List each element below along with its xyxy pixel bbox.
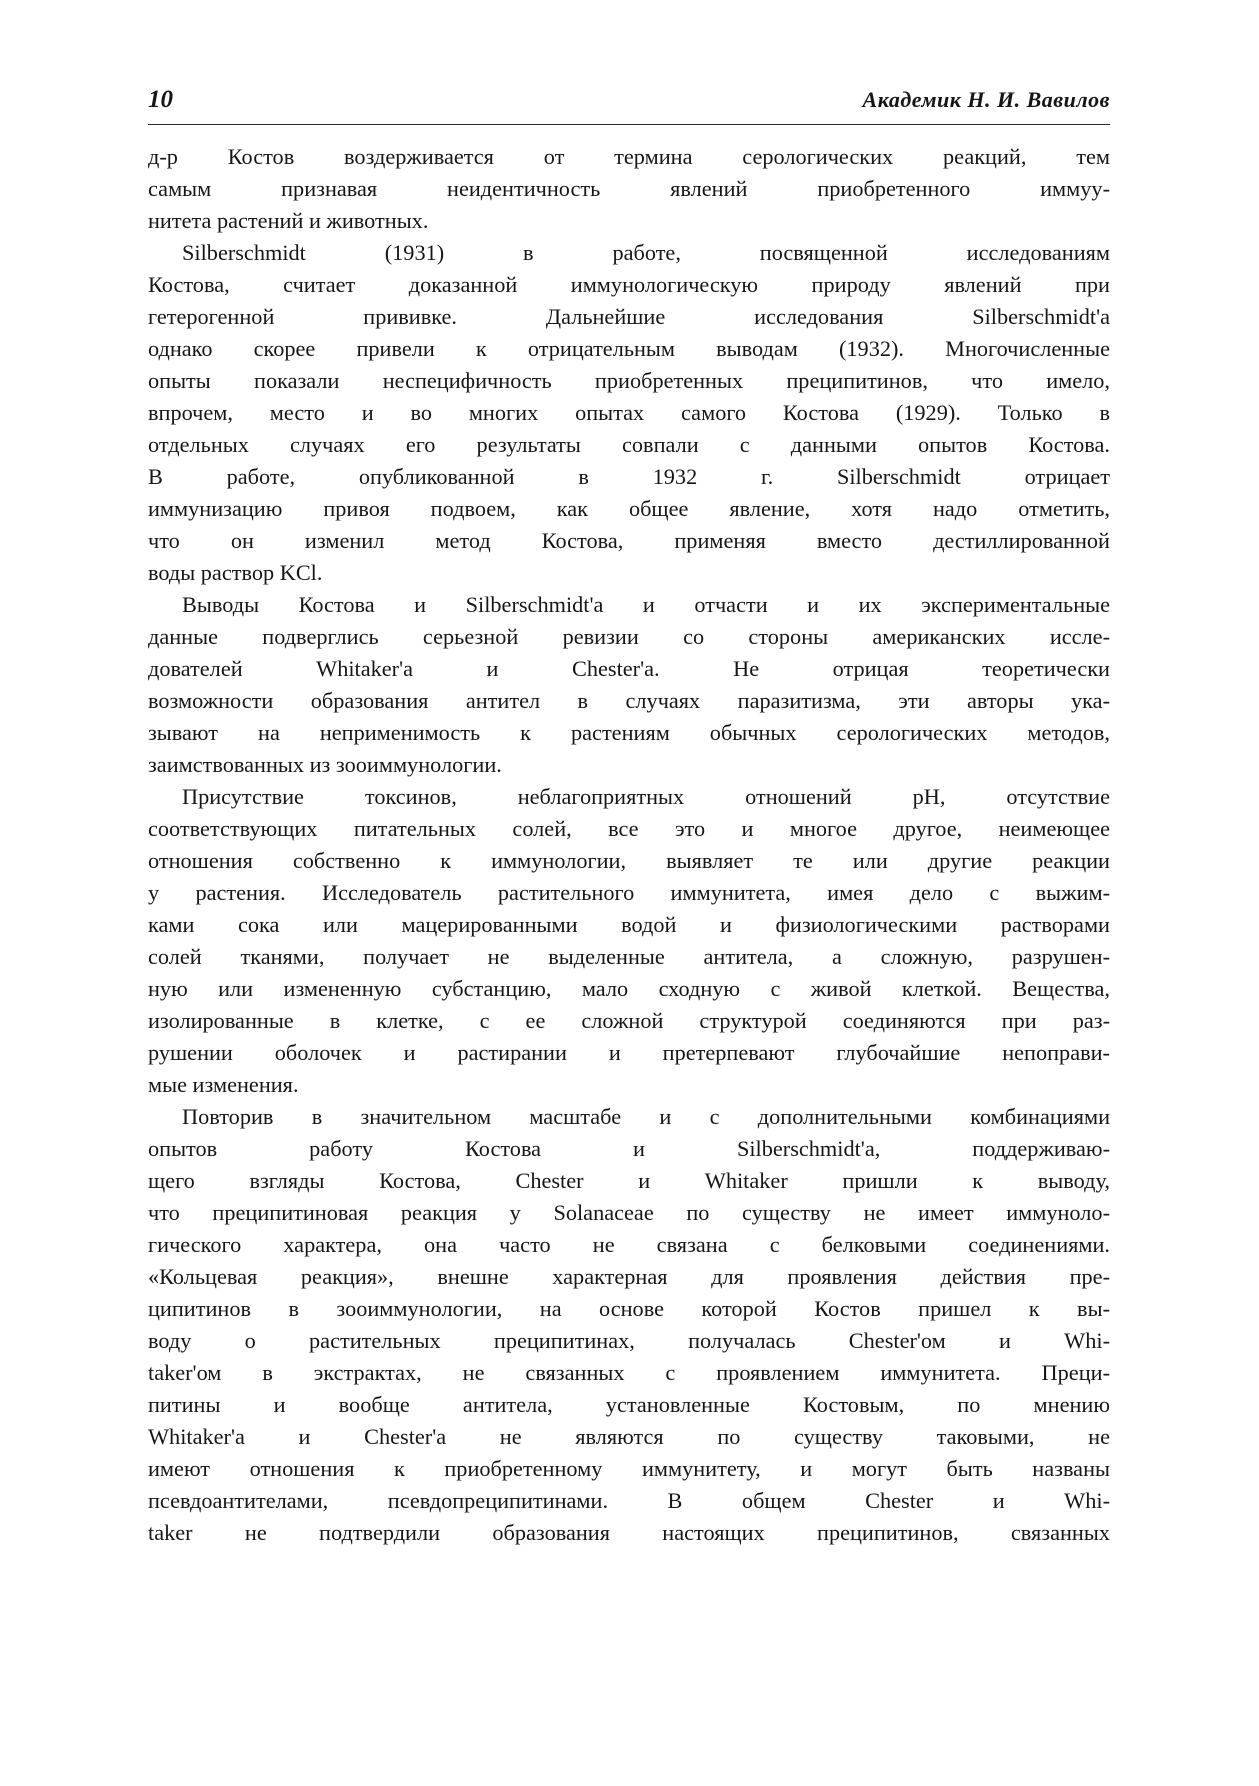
text-line: В работе, опубликованной в 1932 г. Silberschmidt отрицает (148, 464, 1110, 489)
text-line: Повторив в значительном масштабе и с дополнительными комбинациями (182, 1104, 1110, 1129)
text-line: рушении оболочек и растирании и претерпевают глубочайшие непоправи- (148, 1040, 1110, 1065)
text-line: питины и вообще антитела, установленные Костовым, по мнению (148, 1392, 1110, 1417)
text-line: Whitaker'a и Chester'a не являются по существу таковыми, не (148, 1424, 1110, 1449)
text-line: мые изменения. (148, 1072, 299, 1097)
text-line: опыты показали неспецифичность приобретенных преципитинов, что имело, (148, 368, 1110, 393)
text-line: заимствованных из зооиммунологии. (148, 752, 502, 777)
text-line: самым признавая неидентичность явлений приобретенного иммуу- (148, 176, 1110, 201)
text-line: ную или измененную субстанцию, мало сходную с живой клеткой. Вещества, (148, 976, 1110, 1001)
paragraph (148, 237, 1110, 589)
text-line: солей тканями, получает не выделенные антитела, а сложную, разрушен- (148, 944, 1110, 969)
text-line: однако скорее привели к отрицательным выводам (1932). Многочисленные (148, 336, 1110, 361)
text-line: данные подверглись серьезной ревизии со стороны американских иссле- (148, 624, 1110, 649)
text-line: впрочем, место и во многих опытах самого Костова (1929). Только в (148, 400, 1110, 425)
text-line: taker не подтвердили образования настоящих преципитинов, связанных (148, 1520, 1110, 1545)
page-header (148, 82, 1110, 125)
text-line: ципитинов в зооиммунологии, на основе которой Костов пришел к вы- (148, 1296, 1110, 1321)
text-line: отдельных случаях его результаты совпали с данными опытов Костова. (148, 432, 1110, 457)
text-line: Костова, считает доказанной иммунологическую природу явлений при (148, 272, 1110, 297)
text-line: что он изменил метод Костова, применяя вместо дестиллированной (148, 528, 1110, 553)
text-line: иммунизацию привоя подвоем, как общее явление, хотя надо отметить, (148, 496, 1110, 521)
body-text (148, 141, 1110, 1549)
text-line: псевдоантителами, псевдопреципитинами. В общем Chester и Whi- (148, 1488, 1110, 1513)
paragraph (148, 589, 1110, 781)
text-line: что преципитиновая реакция у Solanaceae по существу не имеет иммуноло- (148, 1200, 1110, 1225)
text-line: опытов работу Костова и Silberschmidt'a, поддерживаю- (148, 1136, 1110, 1161)
text-line: Silberschmidt (1931) в работе, посвященной исследованиям (182, 240, 1110, 265)
text-line: щего взгляды Костова, Chester и Whitaker пришли к выводу, (148, 1168, 1110, 1193)
text-line: изолированные в клетке, с ее сложной структурой соединяются при раз- (148, 1008, 1110, 1033)
text-line: нитета растений и животных. (148, 208, 429, 233)
text-line: гического характера, она часто не связана с белковыми соединениями. (148, 1232, 1110, 1257)
text-line: Выводы Костова и Silberschmidt'a и отчасти и их экспериментальные (182, 592, 1110, 617)
paragraph (148, 781, 1110, 1101)
text-line: «Кольцевая реакция», внешне характерная для проявления действия пре- (148, 1264, 1110, 1289)
text-line: имеют отношения к приобретенному иммунитету, и могут быть названы (148, 1456, 1110, 1481)
paragraph (148, 141, 1110, 237)
paragraph (148, 1101, 1110, 1549)
text-line: зывают на неприменимость к растениям обычных серологических методов, (148, 720, 1110, 745)
text-line: Присутствие токсинов, неблагоприятных отношений pH, отсутствие (182, 784, 1110, 809)
text-line: гетерогенной прививке. Дальнейшие исследования Silberschmidt'a (148, 304, 1110, 329)
text-line: соответствующих питательных солей, все это и многое другое, неимеющее (148, 816, 1110, 841)
page-number: 10 (148, 86, 173, 113)
text-line: воды раствор KCl. (148, 560, 323, 585)
text-line: отношения собственно к иммунологии, выявляет те или другие реакции (148, 848, 1110, 873)
running-title: Академик Н. И. Вавилов (862, 87, 1110, 112)
text-line: дователей Whitaker'a и Chester'a. Не отрицая теоретически (148, 656, 1110, 681)
text-line: д-р Костов воздерживается от термина серологических реакций, тем (148, 144, 1110, 169)
page (148, 82, 1110, 1549)
text-line: возможности образования антител в случаях паразитизма, эти авторы ука- (148, 688, 1110, 713)
text-line: воду о растительных преципитинах, получалась Chester'ом и Whi- (148, 1328, 1110, 1353)
text-line: taker'ом в экстрактах, не связанных с проявлением иммунитета. Преци- (148, 1360, 1110, 1385)
text-line: у растения. Исследователь растительного иммунитета, имея дело с выжим- (148, 880, 1110, 905)
text-line: ками сока или мацерированными водой и физиологическими растворами (148, 912, 1110, 937)
